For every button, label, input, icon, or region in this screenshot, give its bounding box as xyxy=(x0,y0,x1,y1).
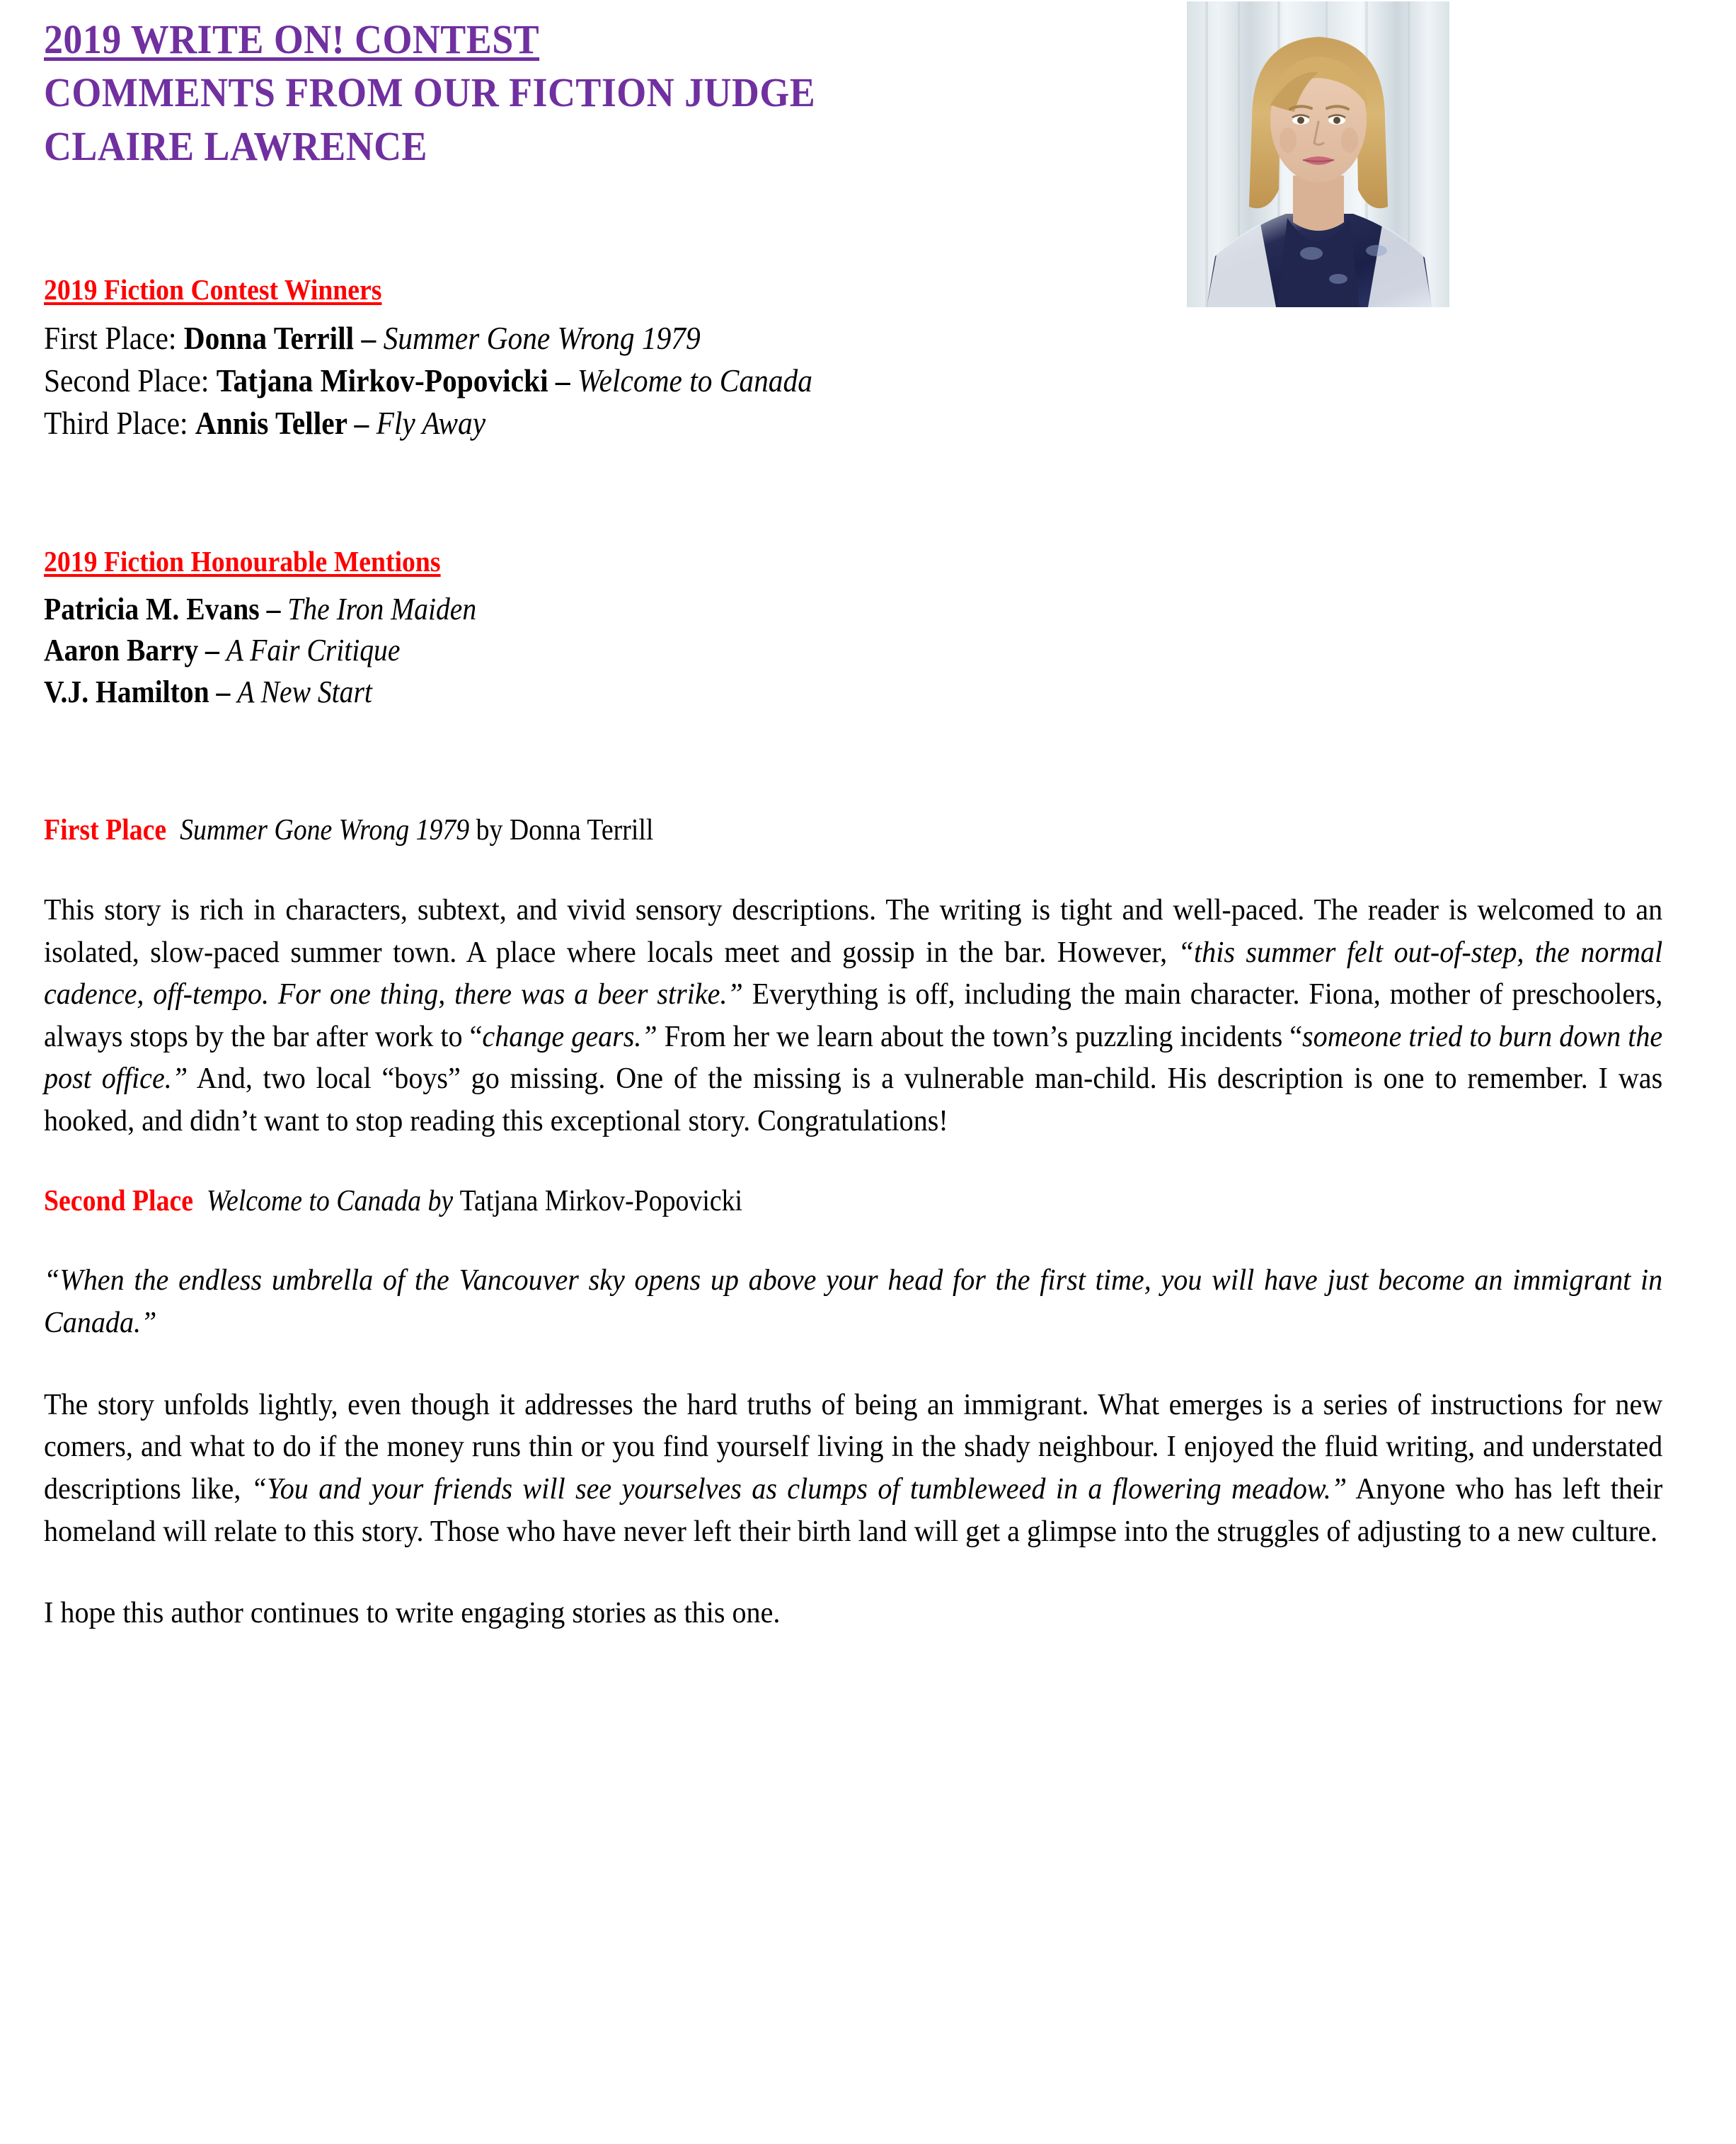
winner-title-second: Welcome to Canada xyxy=(577,362,812,399)
review-by-first: by xyxy=(469,814,510,847)
honourable-mentions-heading: 2019 Fiction Honourable Mentions xyxy=(44,544,441,578)
review-place-label-first: First Place xyxy=(44,814,167,847)
spacer-after-mentions xyxy=(44,713,1679,812)
review-gap-first xyxy=(166,814,180,847)
run-quote: someone tried to burn down the post office.” xyxy=(44,1020,1663,1096)
review-heading-first-place xyxy=(44,812,1515,850)
run-text: And, two local “boys” go missing. One of the missing is a vulnerable man-child. His description is one to remember. I was hooked, and didn’t want to stop reading this exceptional story. Congratulations! xyxy=(44,1062,1663,1138)
review-author-first: Donna Terrill xyxy=(509,814,654,847)
run-quote: change gears.” xyxy=(482,1020,657,1053)
spacer-before-first-body xyxy=(44,850,1679,890)
winner-author-third: Annis Teller xyxy=(195,404,347,441)
spacer-before-second-quote xyxy=(44,1220,1679,1260)
winner-dash-second: – xyxy=(548,362,577,399)
winner-place-label-third: Third Place: xyxy=(44,404,195,441)
review-story-title-first: Summer Gone Wrong 1979 xyxy=(180,814,470,847)
spacer-before-closing-line xyxy=(44,1553,1679,1593)
spacer-mentions xyxy=(44,579,1679,589)
mention-author-3: V.J. Hamilton xyxy=(44,674,209,709)
title-line-comments: COMMENTS FROM OUR FICTION JUDGE xyxy=(44,69,816,116)
review-place-label-second: Second Place xyxy=(44,1184,194,1217)
run-text: Anyone who has left their homeland will relate to this story. Those who have never left their birth land will get a glimpse into the struggles of adjusting to a new culture. xyxy=(44,1472,1663,1548)
title-line-contest: 2019 WRITE ON! CONTEST xyxy=(44,16,540,62)
mention-entry-3 xyxy=(44,672,1515,713)
run-text: I hope this author continues to write engaging stories as this one. xyxy=(44,1597,781,1630)
mention-dash-3: – xyxy=(209,674,238,709)
mention-author-2: Aaron Barry xyxy=(44,633,199,668)
document-title-block xyxy=(44,0,1679,173)
review-author-second: Tatjana Mirkov-Popovicki xyxy=(459,1184,743,1217)
winner-place-label-first: First Place: xyxy=(44,320,184,357)
winner-entry-first xyxy=(44,317,1515,360)
title-line-judge-name: CLAIRE LAWRENCE xyxy=(44,122,427,169)
spacer-after-title xyxy=(44,173,1679,272)
mention-entry-1 xyxy=(44,589,1515,631)
mention-title-3: A New Start xyxy=(237,674,372,709)
run-text: From her we learn about the town’s puzzling incidents “ xyxy=(657,1020,1303,1053)
document-content xyxy=(44,0,1679,1635)
winner-entry-third xyxy=(44,402,1515,445)
mention-author-1: Patricia M. Evans xyxy=(44,591,260,626)
run-text: The story unfolds lightly, even though it addresses the hard truths of being an immigrant. What emerges is a series of instructions for new comers, and what to do if the money runs thin or you find yourself living in the shady neighbour. I enjoyed the fluid writing, and understated descriptions like, xyxy=(44,1388,1663,1506)
run-quote: “When the endless umbrella of the Vancouver sky opens up above your head for the first time, you will have just become an immigrant in Canada.” xyxy=(44,1264,1663,1340)
winner-author-first: Donna Terrill xyxy=(183,320,355,357)
winner-title-first: Summer Gone Wrong 1979 xyxy=(383,320,701,357)
review-paragraph-second-2 xyxy=(44,1593,1662,1635)
winner-title-third: Fly Away xyxy=(376,404,486,441)
review-paragraph-first-1 xyxy=(44,890,1662,1143)
mention-title-1: The Iron Maiden xyxy=(287,591,477,626)
winners-heading: 2019 Fiction Contest Winners xyxy=(44,273,382,306)
winner-author-second: Tatjana Mirkov-Popovicki xyxy=(216,362,548,399)
mention-dash-1: – xyxy=(259,591,288,626)
review-pullquote-second xyxy=(44,1260,1662,1344)
run-text: This story is rich in characters, subtext, and vivid sensory descriptions. The writing is tight and well-paced. The reader is welcomed to an isolated, slow-paced summer town. A place where locals meet and gossip in the bar. However, xyxy=(44,893,1663,969)
run-text: Everything is off, including the main character. Fiona, mother of preschoolers, always stops by the bar after work to “ xyxy=(44,978,1663,1053)
spacer-after-second-quote xyxy=(44,1345,1679,1385)
run-quote: “this summer felt out-of-step, the normal cadence, off-tempo. For one thing, there was a beer strike.” xyxy=(44,936,1663,1011)
spacer-after-first-body xyxy=(44,1143,1679,1183)
winner-dash-third: – xyxy=(347,404,376,441)
winner-place-label-second: Second Place: xyxy=(44,362,217,399)
spacer-winners xyxy=(44,307,1679,317)
mention-entry-2 xyxy=(44,630,1515,672)
review-gap-second xyxy=(193,1185,207,1217)
winner-entry-second xyxy=(44,360,1515,402)
review-heading-second-place xyxy=(44,1183,1515,1221)
mention-title-2: A Fair Critique xyxy=(226,633,401,668)
review-paragraph-second-1 xyxy=(44,1385,1662,1554)
mention-dash-2: – xyxy=(198,633,226,668)
review-story-title-second: Welcome to Canada xyxy=(206,1184,421,1217)
review-by-second: by xyxy=(420,1184,460,1217)
spacer-after-winners xyxy=(44,445,1679,544)
winner-dash-first: – xyxy=(354,320,384,357)
run-quote: “You and your friends will see yourselves as clumps of tumbleweed in a flowering meadow.” xyxy=(251,1472,1347,1506)
